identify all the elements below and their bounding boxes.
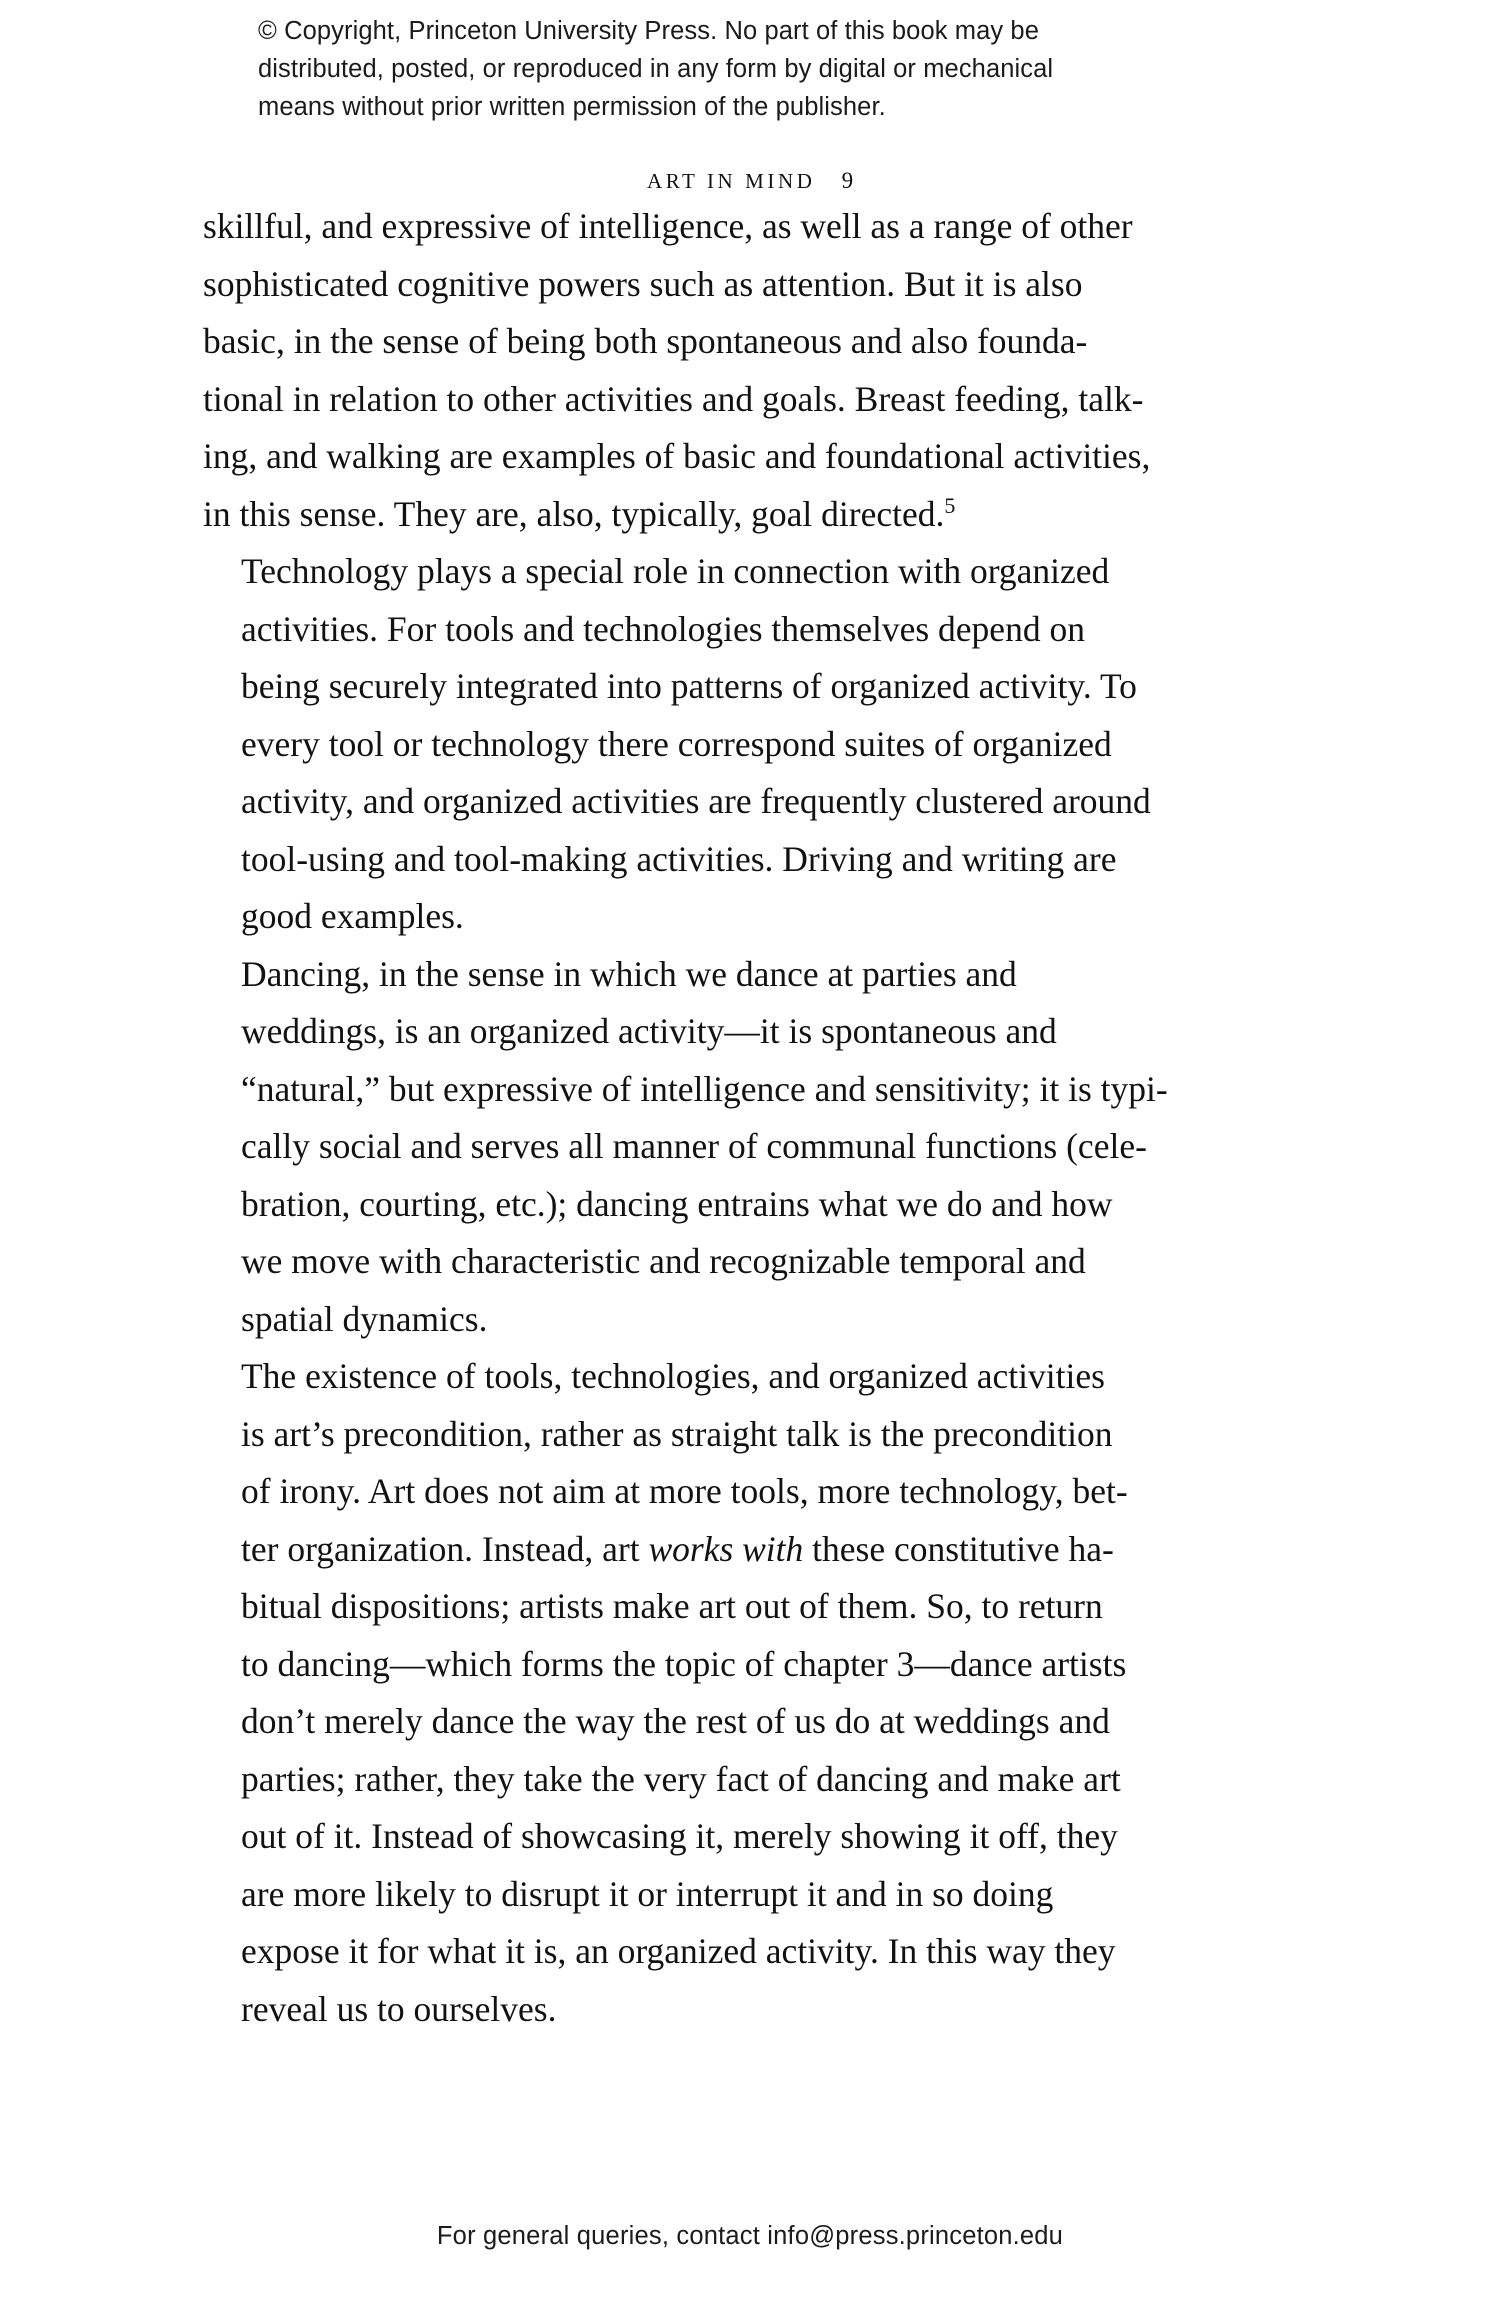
copyright-notice-line-1: © Copyright, Princeton University Press. No part of this book may be <box>258 17 1039 45</box>
text-line: “natural,” but expressive of intelligence and sensitivity; it is typi- <box>241 1068 1168 1109</box>
emphasized-phrase: works with <box>648 1528 804 1569</box>
paragraph-existence <box>203 1348 1289 2038</box>
text-line: The existence of tools, technologies, and organized activities <box>241 1356 1105 1396</box>
paragraph-dancing <box>203 946 1289 1349</box>
text-line: we move with characteristic and recognizable temporal and <box>241 1241 1086 1281</box>
text-line: tool-using and tool-making activities. Driving and writing are <box>241 838 1117 879</box>
text-line: being securely integrated into patterns of organized activity. To <box>241 666 1137 706</box>
text-line: expose it for what it is, an organized activity. In this way they <box>241 1931 1116 1971</box>
text-line: Technology plays a special role in connection with organized <box>241 551 1110 591</box>
text-line: every tool or technology there correspond suites of organized <box>241 723 1112 764</box>
text-line: out of it. Instead of showcasing it, merely showing it off, they <box>241 1816 1118 1856</box>
text-line: bitual dispositions; artists make art out of them. So, to return <box>241 1586 1103 1626</box>
text-line: ing, and walking are examples of basic and foundational activities, <box>203 436 1151 476</box>
text-line-with-footnote <box>203 486 1289 544</box>
text-line: reveal us to ourselves. <box>241 1988 557 2029</box>
footnote-marker: 5 <box>944 492 956 518</box>
text-line: bration, courting, etc.); dancing entrains what we do and how <box>241 1183 1113 1224</box>
text-line: weddings, is an organized activity—it is spontaneous and <box>241 1011 1057 1051</box>
text-line: tional in relation to other activities and goals. Breast feeding, talk- <box>203 378 1144 419</box>
text-line: good examples. <box>241 896 464 936</box>
text-line: skillful, and expressive of intelligence, as well as a range of other <box>203 206 1133 246</box>
body-text-column <box>203 198 1289 2038</box>
text-line: basic, in the sense of being both spontaneous and also founda- <box>203 321 1088 361</box>
paragraph-skillful <box>203 198 1289 543</box>
text-line: activity, and organized activities are frequently clustered around <box>241 781 1151 821</box>
text-line: of irony. Art does not aim at more tools, more technology, bet- <box>241 1471 1128 1511</box>
text-line-content: in this sense. They are, also, typically, goal directed. <box>203 493 945 534</box>
page-number: 9 <box>841 168 854 193</box>
copyright-notice-line-3: means without prior written permission of the publisher. <box>258 93 886 121</box>
copyright-notice-line-2: distributed, posted, or reproduced in any form by digital or mechanical <box>258 55 1054 83</box>
text-line: are more likely to disrupt it or interrupt it and in so doing <box>241 1873 1054 1914</box>
paragraph-technology <box>203 543 1289 946</box>
running-head-title: ART IN MIND <box>646 169 816 193</box>
text-line: cally social and serves all manner of communal functions (cele- <box>241 1126 1147 1166</box>
text-line: parties; rather, they take the very fact of dancing and make art <box>241 1758 1121 1799</box>
text-segment: these constitutive ha- <box>803 1528 1114 1569</box>
text-line: activities. For tools and technologies themselves depend on <box>241 608 1085 649</box>
text-line: spatial dynamics. <box>241 1298 488 1339</box>
running-head <box>0 168 1500 194</box>
text-line-with-emphasis <box>203 1521 1289 1579</box>
text-segment: ter organization. Instead, art <box>241 1528 649 1569</box>
text-line: is art’s precondition, rather as straight talk is the precondition <box>241 1413 1113 1454</box>
footer-contact-notice: For general queries, contact info@press.princeton.edu <box>436 2222 1064 2250</box>
text-line: to dancing—which forms the topic of chapter 3—dance artists <box>241 1643 1127 1684</box>
text-line: Dancing, in the sense in which we dance at parties and <box>241 953 1017 994</box>
text-line: don’t merely dance the way the rest of us do at weddings and <box>241 1701 1110 1741</box>
text-line: sophisticated cognitive powers such as attention. But it is also <box>203 263 1083 304</box>
copyright-notice <box>258 12 1248 126</box>
